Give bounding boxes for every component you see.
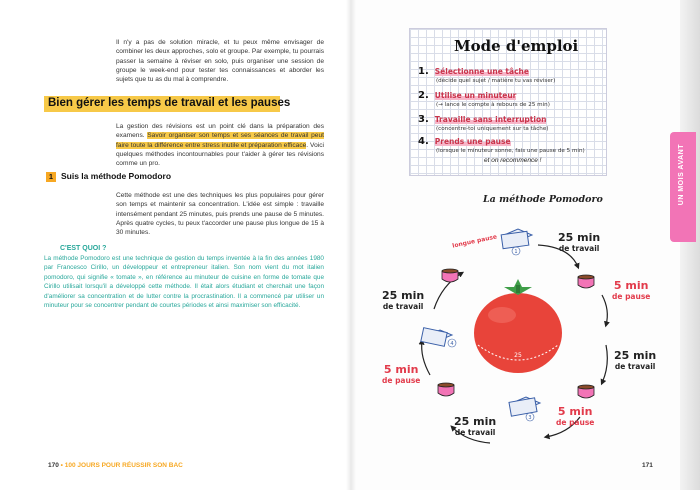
arrow-icon	[602, 345, 607, 383]
step-number: 1.	[418, 66, 429, 77]
pomodoro-paragraph: Cette méthode est une des techniques les plus populaires pour gérer son temps et maintenir sa concentration. L'idée est simple : travaille intensément pendant 25 minutes, puis prends une pause de 5 minutes. Après quatre cycles, tu peux t'accorder une pause plus longue de 15 à 30 minutes.	[116, 192, 324, 237]
tomato-timer-icon	[474, 279, 562, 373]
section-tab-label: UN MOIS AVANT	[678, 144, 685, 206]
cest-quoi-title: C'EST QUOI ?	[60, 245, 107, 252]
footer-separator: •	[58, 462, 65, 469]
section-title: Bien gérer les temps de travail et les pauses	[48, 97, 291, 109]
cycle-number-1: 1	[514, 249, 518, 255]
section-text-after: . Voici quelques méthodes incontournables pour t'aider à gérer tes révisions comme un pro.	[116, 141, 324, 168]
diagram-title: La méthode Pomodoro	[483, 194, 603, 205]
notebook-title: Mode d'emploi	[454, 37, 579, 55]
book-spine	[346, 0, 356, 490]
work-caption: de travail	[614, 362, 656, 371]
cest-quoi-text: La méthode Pomodoro est une technique de gestion du temps inventée à la fin des années 1980 par Francesco Cirillo, un développeur et entrepreneur italien. Son nom vient du mot italien pomodoro, qui signifie « tomate », en référence au minuteur de cuisine en forme de tomate que Cirillo utilisait lorsqu'il a développé cette méthode. Il était alors étudiant et cherchait une façon d'améliorer sa concentration et de lutter contre la procrastination. Il a commencé par utiliser un minuteur pour se concentrer pendant de courtes périodes et ainsi maximiser son efficacité.	[44, 255, 324, 310]
step-1	[418, 59, 555, 84]
step-number: 3.	[418, 114, 429, 125]
footer-left	[48, 462, 183, 469]
step-detail: (concentre-toi uniquement sur ta tâche)	[436, 126, 549, 132]
work-duration: 25 min	[454, 415, 497, 428]
footer-book-title: 100 JOURS POUR RÉUSSIR SON BAC	[64, 462, 183, 469]
pause-label-left	[382, 364, 420, 386]
work-caption: de travail	[454, 428, 496, 437]
work-caption: de travail	[558, 244, 600, 253]
subheading	[46, 171, 171, 182]
section-heading	[44, 96, 291, 112]
step-title: Utilise un minuteur	[434, 91, 517, 100]
subheading-number: 1	[46, 172, 56, 182]
step-number: 2.	[418, 90, 429, 101]
pause-caption: de pause	[382, 376, 421, 385]
notebook-ending: et on recommence !	[484, 157, 542, 164]
work-label-bottom	[454, 416, 496, 438]
work-label-top	[558, 232, 600, 254]
section-tab	[670, 132, 696, 242]
step-title: Travaille sans interruption	[434, 115, 547, 124]
footer-page-number: 170	[48, 462, 59, 469]
pause-caption: de pause	[556, 418, 595, 427]
arrow-icon	[422, 341, 430, 375]
section-text-before: La gestion des révisions est un point clé dans la préparation des examens.	[116, 123, 324, 140]
section-text-highlight: Savoir organiser son temps et ses séances de travail peut faire toute la différence entre stress inutile et préparation efficace	[116, 132, 324, 149]
notebook-card	[409, 28, 607, 176]
step-detail: (lorsque le minuteur sonne, fais une pause de 5 min)	[436, 148, 585, 154]
step-4	[418, 129, 585, 154]
cycle-number-3: 3	[528, 415, 532, 421]
work-duration: 25 min	[382, 289, 425, 302]
arrow-icon	[602, 295, 607, 325]
step-2	[418, 83, 550, 108]
pause-caption: de pause	[612, 292, 651, 301]
work-label-right	[614, 350, 656, 372]
work-caption: de travail	[382, 302, 424, 311]
pause-label-right-top	[612, 280, 650, 302]
intro-paragraph: Il n'y a pas de solution miracle, et tu peux même envisager de combiner les deux approches, solo et groupe. Par exemple, tu pourrais passer la semaine à réviser en solo, puis organiser une session de groupe le week-end pour tester tes connaissances et aborder les sujets que tu as du mal à comprendre.	[116, 39, 324, 84]
subheading-title: Suis la méthode Pomodoro	[61, 171, 172, 181]
step-number: 4.	[418, 136, 429, 147]
page-edge	[680, 0, 700, 490]
step-title: Sélectionne une tâche	[434, 67, 529, 76]
timer-value: 25	[514, 352, 522, 359]
step-title: Prends une pause	[434, 137, 511, 146]
step-detail: (décide quel sujet / matière tu vas réviser)	[436, 78, 556, 84]
work-label-left	[382, 290, 424, 312]
pause-label-bottom-right	[556, 406, 594, 428]
step-detail: (→ lance le compte à rebours de 25 min)	[436, 102, 550, 108]
pause-duration: 5 min	[383, 363, 419, 376]
section-paragraph	[116, 122, 324, 168]
work-duration: 25 min	[614, 349, 657, 362]
cycle-number-4: 4	[450, 341, 454, 347]
pause-duration: 5 min	[557, 405, 593, 418]
long-pause-label: longue pause	[451, 233, 498, 250]
footer-right-page-number: 171	[642, 462, 653, 469]
pomodoro-diagram	[370, 205, 670, 475]
work-duration: 25 min	[558, 231, 601, 244]
pause-duration: 5 min	[613, 279, 649, 292]
